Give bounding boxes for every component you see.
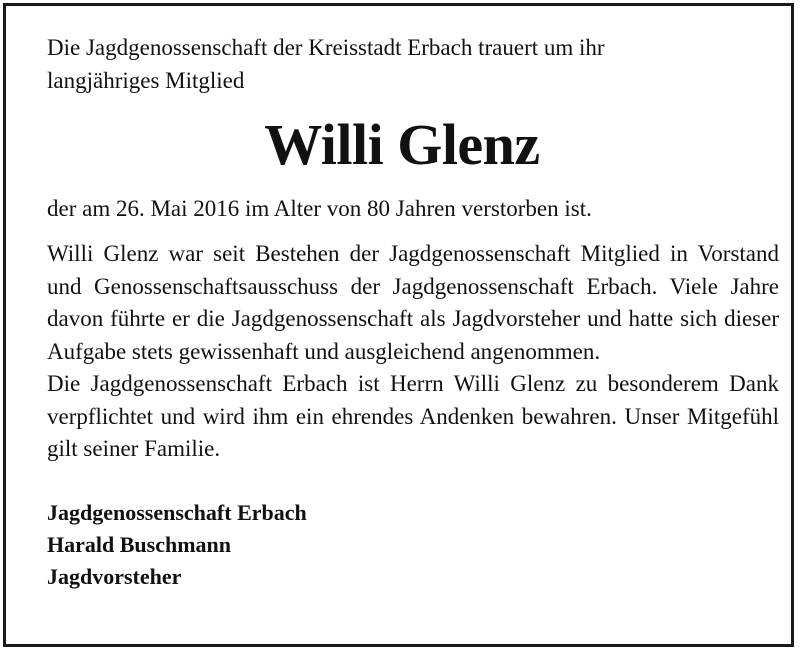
signature-person: Harald Buschmann	[47, 531, 231, 557]
thanks-paragraph: Die Jagdgenossenschaft Erbach ist Herrn Willi Glenz zu besonderem Dank verpflichtet und wird ihm ein ehrendes Andenken bewahren. Unser Mitgefühl gilt seiner Familie.	[47, 371, 779, 461]
obituary-notice	[47, 31, 779, 593]
tribute-paragraph: Willi Glenz war seit Bestehen der Jagdgenossenschaft Mitglied in Vorstand und Genossenschaftsausschuss der Jagdgenossenschaft Erbach. Viele Jahre davon führte er die Jagdgenossenschaft als Jagdvorsteher und hatte sich dieser Aufgabe stets gewissenhaft und ausgleichend angenommen.	[47, 241, 779, 364]
deceased-name: Willi Glenz	[264, 112, 540, 177]
signature-role: Jagdvorsteher	[47, 563, 182, 589]
intro-text: Die Jagdgenossenschaft der Kreisstadt Erbach trauert um ihr langjähriges Mitglied	[47, 35, 605, 93]
death-date-text: der am 26. Mai 2016 im Alter von 80 Jahren verstorben ist.	[47, 196, 592, 221]
signature-organization: Jagdgenossenschaft Erbach	[47, 499, 307, 525]
signature-block	[47, 497, 779, 593]
